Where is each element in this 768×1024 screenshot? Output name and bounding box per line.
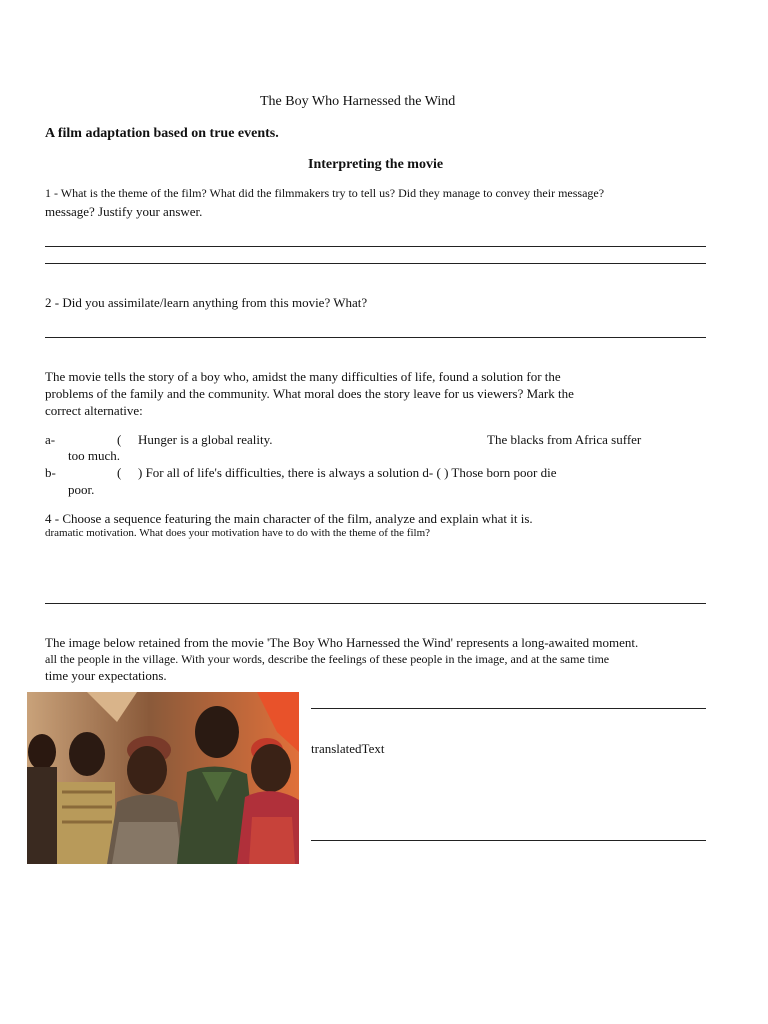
question-3-para-1: The movie tells the story of a boy who, amidst the many difficulties of life, found a solution for the [45,369,561,384]
option-c-continuation: too much. [68,448,120,463]
question-5-line-2: all the people in the village. With your words, describe the feelings of these people in the image, and at the same time [45,652,610,666]
option-c-text: The blacks from Africa suffer [487,432,642,447]
option-b-letter: b- [45,465,56,480]
option-a-letter: a- [45,432,56,447]
question-4-line-1: 4 - Choose a sequence featuring the main character of the film, analyze and explain what it is. [45,511,533,526]
answer-line [311,840,706,841]
answer-line [45,603,706,604]
option-a-checkbox: ( [117,432,122,447]
page-title: The Boy Who Harnessed the Wind [260,94,456,109]
answer-line [45,263,706,264]
question-5-line-1: The image below retained from the movie 'The Boy Who Harnessed the Wind' represents a long-awaited moment. [45,635,639,650]
question-3-para-3: correct alternative: [45,403,143,418]
question-3-para-2: problems of the family and the community. What moral does the story leave for us viewers? Mark the [45,386,574,401]
option-a-text: Hunger is a global reality. [138,432,273,447]
answer-line [311,708,706,709]
option-d-continuation: poor. [68,482,95,497]
answer-line [45,246,706,247]
subtitle: A film adaptation based on true events. [45,126,279,141]
answer-line [45,337,706,338]
question-2: 2 - Did you assimilate/learn anything from this movie? What? [45,295,368,310]
option-b-text: ) For all of life's difficulties, there is always a solution d- ( ) Those born poor die [138,465,557,480]
question-4-line-2: dramatic motivation. What does your motivation have to do with the theme of the film? [45,527,431,539]
question-5-line-3: time your expectations. [45,668,167,683]
side-text: translatedText [311,741,385,756]
question-1-line-2: message? Justify your answer. [45,204,203,219]
movie-still-image [27,692,299,864]
section-heading: Interpreting the movie [308,157,444,172]
question-1-line-1: 1 - What is the theme of the film? What did the filmmakers try to tell us? Did they manage to convey their message? [45,186,605,200]
option-b-checkbox: ( [117,465,122,480]
